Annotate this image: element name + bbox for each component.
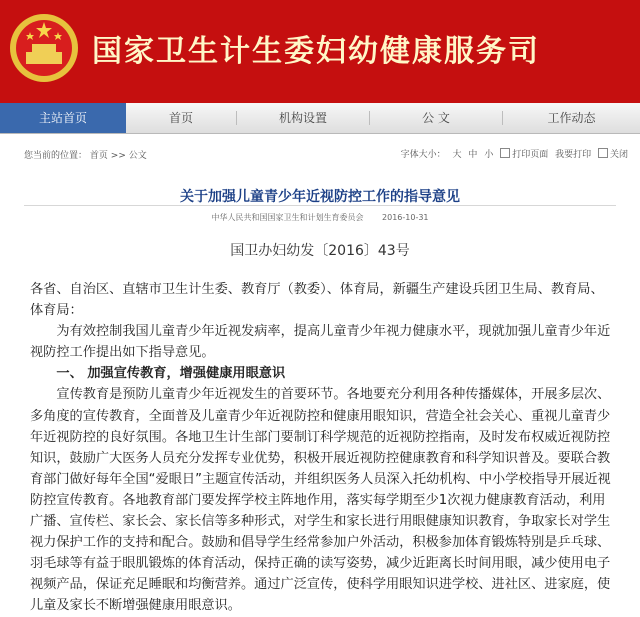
nav-organization[interactable]: 机构设置: [278, 111, 327, 125]
article-tools: [397, 147, 628, 160]
nav-home[interactable]: 首页: [168, 111, 193, 125]
breadcrumb-current[interactable]: 公文: [128, 151, 147, 161]
close-icon: [598, 148, 608, 158]
section-heading: 一、 加强宣传教育，增强健康用眼意识: [56, 366, 286, 382]
site-header: [0, 0, 640, 103]
breadcrumb: [24, 148, 147, 161]
breadcrumb-label: 您当前的位置：: [24, 151, 88, 161]
font-small-button[interactable]: 小: [484, 150, 494, 160]
intro-paragraph: 为有效控制我国儿童青少年近视发病率，提高儿童青少年视力健康水平，现就加强儿童青少年近视防控工作提出如下指导意见。: [30, 324, 611, 361]
article-source: 中华人民共和国国家卫生和计划生育委员会: [211, 213, 364, 222]
print-page-button[interactable]: 打印页面: [500, 150, 548, 160]
printer-icon: [500, 148, 510, 158]
font-medium-button[interactable]: 中: [468, 150, 478, 160]
font-large-button[interactable]: 大: [452, 150, 462, 160]
breadcrumb-separator: >>: [110, 151, 126, 161]
nav-work-news[interactable]: 工作动态: [547, 111, 596, 125]
nav-main-home[interactable]: 主站首页: [0, 103, 126, 133]
save-button[interactable]: 我要打印: [555, 150, 592, 160]
addressees: 各省、自治区、直辖市卫生计生委、教育厅（教委）、体育局，新疆生产建设兵团卫生局、教育局、体育局：: [30, 282, 604, 319]
nav-documents[interactable]: 公 文: [422, 111, 450, 125]
breadcrumb-home[interactable]: 首页: [89, 151, 108, 161]
font-size-label: 字体大小：: [400, 150, 446, 160]
site-title: 国家卫生计生委妇幼健康服务司: [92, 34, 540, 69]
document-number: 国卫办妇幼发〔2016〕43号: [230, 243, 410, 259]
national-emblem-icon[interactable]: [8, 12, 80, 84]
close-button[interactable]: 关闭: [598, 150, 628, 160]
main-nav: [0, 103, 640, 134]
article-meta: [0, 212, 640, 223]
article-date: 2016-10-31: [382, 213, 429, 222]
title-divider: [24, 205, 616, 206]
section-paragraph: 宣传教育是预防儿童青少年近视发生的首要环节。各地要充分利用各种传播媒体，开展多层次、多角度的宣传教育，全面普及儿童青少年近视防控和健康用眼知识，营造全社会关心、重视儿童青少年近视防控的良好氛围。各地卫生计生部门要制订科学规范的近视防控指南，及时发布权威近视防控知识，鼓励广大医务人员充分发挥专业优势，积极开展近视防控健康教育和科学知识普及。要联合教育部门做好每年全国“爱眼日”主题宣传活动，并组织医务人员深入托幼机构、中小学校指导开展近视防控宣传教育。各地教育部门要发挥学校主阵地作用，落实每学期至少1次视力健康教育活动，利用广播、宣传栏、家长会、家长信等多种形式，对学生和家长进行用眼健康知识教育，争取家长对学生视力保护工作的支持和配合。鼓励和倡导学生经常参加户外活动，积极参加体育锻炼特别是乒乓球、羽毛球等有益于眼肌锻炼的体育活动，保持正确的读写姿势，减少近距离长时间用眼，减少使用电子视频产品，保证充足睡眠和均衡营养。通过广泛宣传，使科学用眼知识进学校、进社区、进家庭，使儿童及家长不断增强健康用眼意识。: [30, 387, 611, 614]
article-title: 关于加强儿童青少年近视防控工作的指导意见: [180, 189, 460, 205]
article-body: [30, 279, 616, 617]
